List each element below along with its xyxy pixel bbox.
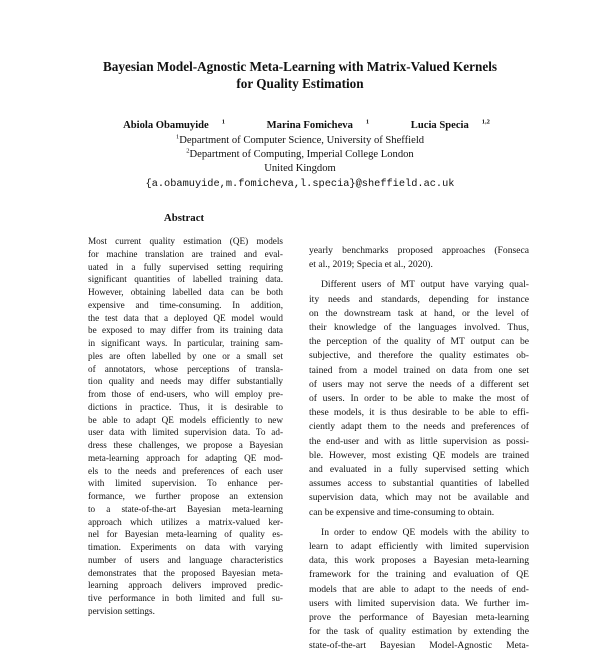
text-line: the perception of the quality of MT output can be [309,336,529,348]
affiliation-mark: 2 [186,147,190,155]
author-name: Abiola Obamuyide [123,120,209,131]
author-name: Lucia Specia [410,120,469,131]
text-line: the test data that a deployed QE model would [88,312,283,323]
author [110,119,225,132]
text-line: these models, it is thus desirable to be able to effi- [309,407,529,419]
text-line: subjective, and therefore the quality estimates ob- [309,350,529,362]
author-list [0,119,600,132]
text-line: tion quality and needs may differ substantially [88,376,283,387]
text-line: their knowledge of the languages involved. Thus, [309,322,529,334]
author [398,119,490,132]
text-line: to a state-of-the-art Bayesian meta-learning [88,503,283,514]
author-affil-mark: 1 [221,118,225,126]
text-line: models that are able to adapt to the needs of end- [309,583,529,595]
text-line: prove the performance of Bayesian meta-learning [309,612,529,624]
text-line: ciently adapt them to the needs and preferences of [309,421,529,433]
text-line: be exposed to may differ from its training data [88,325,283,336]
text-line: for the task of quality estimation by extending the [309,626,529,638]
text-line: formance, we further propose an extension [88,491,283,501]
text-line: uated in a fully supervised setting requiring [88,261,283,272]
text-line: demonstrates that the proposed Bayesian meta- [88,567,283,578]
text-line: nel for Bayesian meta-learning of quality es- [88,529,283,540]
text-line: ity needs and standards, depending for instance [309,293,529,305]
affiliations [0,134,600,191]
author-affil-mark: 1 [365,118,370,126]
text-line: supervision data, which may not be available and [309,492,529,504]
text-line: In order to endow QE models with the ability to [321,526,529,538]
text-line: with limited supervision. To enhance per- [88,478,283,489]
title-line: for Quality Estimation [236,76,364,91]
text-line: the end-user and with as little supervision as possi- [309,435,529,447]
author [254,119,369,132]
paragraph [309,526,529,654]
text-line: of users. In order to be able to make the most of [309,393,529,405]
text-line: et al., 2019; Specia et al., 2020). [309,259,433,271]
author-email: {a.obamuyide,m.fomicheva,l.specia}@sheffield.ac.uk [145,177,455,190]
text-line: state-of-the-art Bayesian Model-Agnostic Meta- [309,640,529,652]
text-line: tive performance in both limited and full su- [88,593,283,603]
text-line: and evaluated in a fully supervised setting which [309,464,529,476]
text-line: data, this work proposes a Bayesian meta-learning [309,555,529,567]
text-line: ble. However, most existing QE models are trained [309,449,529,461]
paragraph [309,278,529,519]
text-line: number of users and language characteristics [88,554,283,565]
text-line: assumes access to substantial quantities of labelled [309,478,529,490]
text-line: However, obtaining labelled data can be both [88,287,283,297]
affiliation [0,148,600,162]
affiliation-mark: 1 [175,133,180,141]
abstract-heading: Abstract [163,212,205,224]
text-line: can be expensive and time-consuming to obtain. [309,506,495,518]
author-affil-mark: 1,2 [481,118,490,126]
body-column [309,244,529,654]
text-line: user data with limited supervision data. To ad- [88,427,283,438]
text-line: on the downstream task at hand, or the level of [309,307,529,319]
text-line: of annotators, whose perceptions of transla- [88,363,283,374]
text-line: pervision settings. [88,605,155,616]
text-line: timation. Experiments on data with varying [88,542,283,552]
paragraph [309,244,529,272]
affiliation [0,134,600,148]
text-line: Different users of MT output have varying qual- [321,279,529,291]
text-line: ples are often labelled by one or a small set [88,350,283,361]
text-line: framework for the training and evaluation of QE [309,569,529,581]
text-line: learn to adapt efficiently with limited supervision [309,541,529,553]
text-line: learning approach delivers improved predic- [88,580,283,591]
text-line: dictions in practice. Thus, it is desirable to [88,401,283,412]
text-line: users with limited supervision data. We further im- [309,597,529,609]
text-line: from those of end-users, who will employ pre- [88,389,283,399]
country: United Kingdom [264,163,336,175]
text-line: significant quantities of labelled training data. [88,274,283,285]
paper-title [40,58,560,92]
affiliation-text: Department of Computer Science, University of Sheffield [179,135,425,146]
text-line: approach which utilizes a matrix-valued ker- [88,516,283,527]
text-line: tained from a model trained on data from one set [309,364,529,376]
text-line: expensive and time-consuming. In addition, [88,299,283,310]
text-line: of users may not serve the needs of a different set [309,378,529,390]
title-line: Bayesian Model-Agnostic Meta-Learning with Matrix-Valued Kernels [102,59,497,74]
text-line: dress these challenges, we propose a Bayesian [88,440,283,450]
author-name: Marina Fomicheva [266,120,353,131]
text-line: yearly benchmarks proposed approaches (Fonseca [309,245,529,256]
text-line: for machine translation are trained and eval- [88,248,283,259]
text-line: els to the needs and preferences of each user [88,465,283,476]
text-line: in significant ways. In particular, training sam- [88,338,283,348]
abstract-body [88,235,283,618]
text-line: be able to adapt QE models efficiently to new [88,414,283,425]
text-line: Most current quality estimation (QE) models [88,236,283,246]
text-line: meta-learning approach for adapting QE mod- [88,452,283,463]
affiliation-text: Department of Computing, Imperial College London [189,149,414,161]
